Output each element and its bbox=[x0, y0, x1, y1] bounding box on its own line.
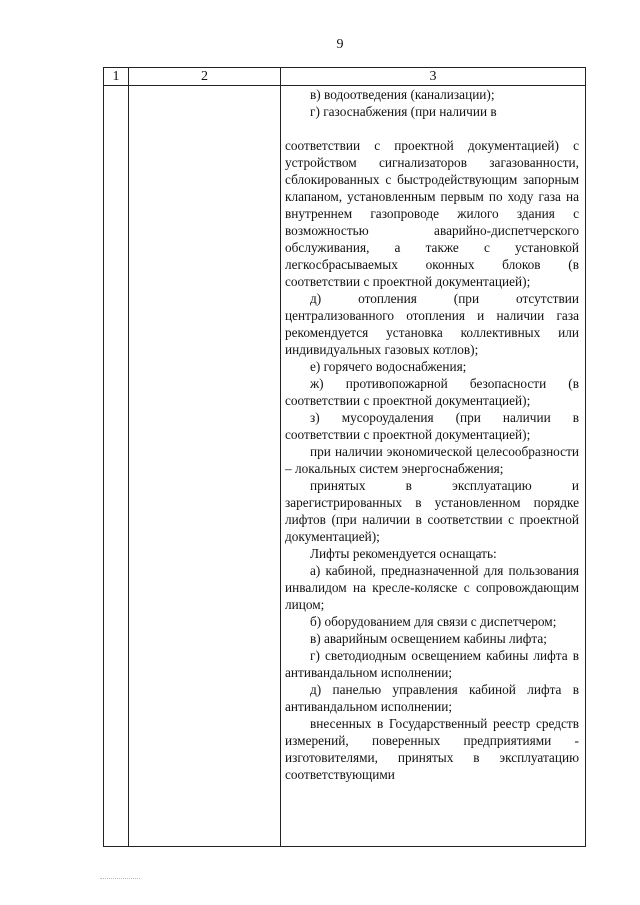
cell-col-3 bbox=[281, 86, 586, 847]
paragraph: соответствии с проектной документацией) с устройством сигнализаторов загазованности, сблокированных с быстродействующим запорным клапаном, установленным первым по ходу газа на внутреннем газопроводе жилого здания с возможностью аварийно-диспетчерского обслуживания, а также с установкой легкосбрасываемых оконных блоков (в соответствии с проектной документацией); bbox=[285, 138, 579, 289]
cell-col-1 bbox=[104, 86, 129, 847]
paragraph: а) кабиной, предназначенной для пользования инвалидом на кресле-коляске с сопровождающим лицом; bbox=[285, 563, 579, 612]
header-col-3: 3 bbox=[281, 68, 586, 86]
paragraph: е) горячего водоснабжения; bbox=[310, 359, 467, 374]
paragraph: внесенных в Государственный реестр средств измерений, поверенных предприятиями - изготовителями, принятых в эксплуатацию соответствующими bbox=[285, 716, 579, 782]
paragraph: г) светодиодным освещением кабины лифта в антивандальном исполнении; bbox=[285, 648, 579, 680]
paragraph: принятых в эксплуатацию и зарегистрированных в установленном порядке лифтов (при наличии в соответствии с проектной документацией); bbox=[285, 478, 579, 544]
paragraph: при наличии экономической целесообразности – локальных систем энергоснабжения; bbox=[285, 444, 579, 476]
scan-artifact-dots bbox=[100, 878, 140, 880]
header-col-1: 1 bbox=[104, 68, 129, 86]
paragraph: Лифты рекомендуется оснащать: bbox=[310, 546, 497, 561]
page-number: 9 bbox=[336, 37, 344, 52]
cell-col-2 bbox=[129, 86, 281, 847]
table-header-row bbox=[104, 68, 586, 86]
paragraph: в) аварийным освещением кабины лифта; bbox=[310, 631, 547, 646]
paragraph: з) мусороудаления (при наличии в соответствии с проектной документацией); bbox=[285, 410, 579, 442]
paragraph: б) оборудованием для связи с диспетчером; bbox=[310, 614, 557, 629]
requirements-table bbox=[103, 67, 586, 847]
table-body-row bbox=[104, 86, 586, 847]
paragraph: д) отопления (при отсутствии централизованного отопления и наличии газа рекомендуется установка коллективных или индивидуальных газовых котлов); bbox=[285, 291, 579, 357]
requirements-text bbox=[285, 86, 579, 783]
paragraph: в) водоотведения (канализации); bbox=[310, 87, 495, 102]
paragraph: ж) противопожарной безопасности (в соответствии с проектной документацией); bbox=[285, 376, 579, 408]
paragraph: г) газоснабжения (при наличии в bbox=[310, 104, 497, 119]
header-col-2: 2 bbox=[129, 68, 281, 86]
paragraph: д) панелью управления кабиной лифта в антивандальном исполнении; bbox=[285, 682, 579, 714]
